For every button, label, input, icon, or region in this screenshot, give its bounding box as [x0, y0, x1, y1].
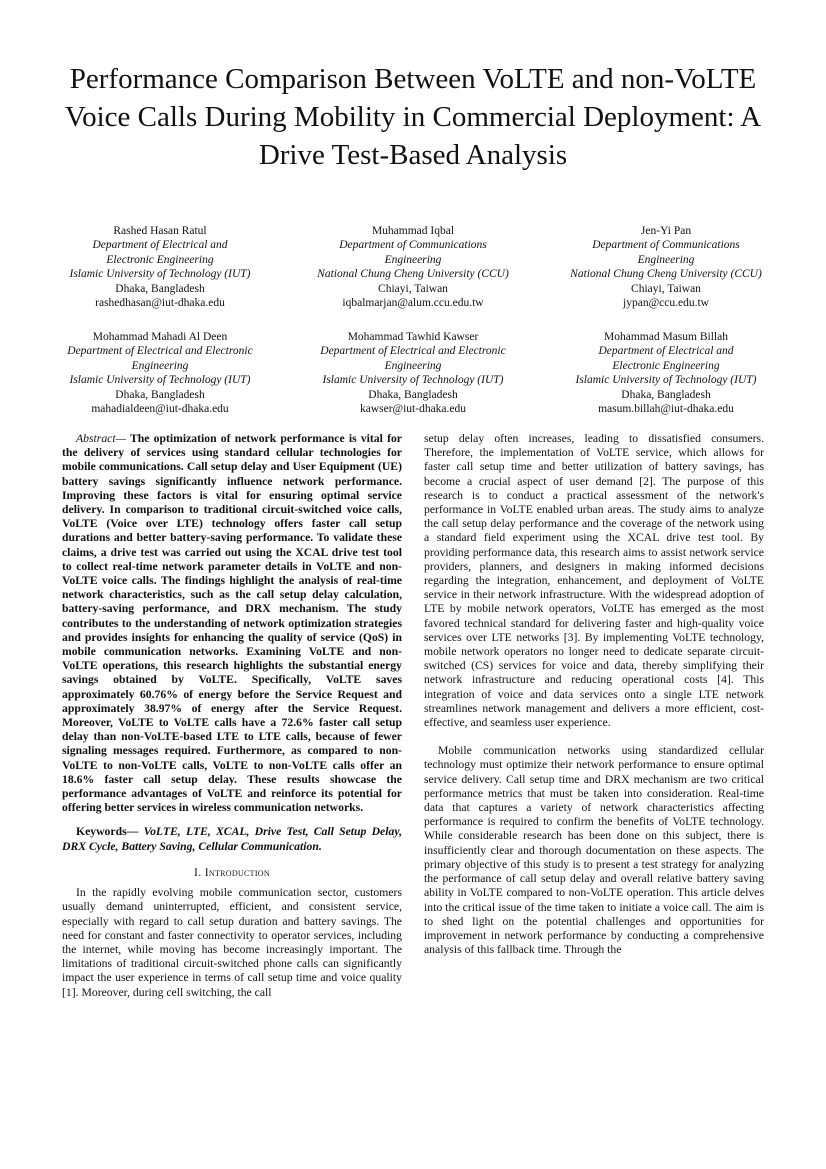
- abstract: [62, 432, 402, 815]
- author-name: Jen-Yi Pan: [640, 225, 692, 237]
- author-department: Department of Electrical and Electronic Engineering: [320, 345, 506, 372]
- author-card: [546, 224, 786, 310]
- author-location: Chiayi, Taiwan: [631, 282, 701, 295]
- author-institution: Islamic University of Technology (IUT): [69, 374, 251, 387]
- author-name: Muhammad Iqbal: [371, 225, 455, 237]
- author-email: kawser@iut-dhaka.edu: [359, 403, 467, 416]
- body-paragraph-continued: setup delay often increases, leading to dissatisfied consumers. Therefore, the implementation of VoLTE service, which allows for faster call setup time and better utilization of battery savings, has become a crucial aspect of user demand [2]. The purpose of this research is to conduct a practical assessment of the network's performance in VoLTE enabled urban areas. The study aims to analyze the call setup delay performance and the coverage of the network using a standard field experiment using the XCAL drive test tool. By providing performance data, this research aims to assist network service providers, planners, and designers in making informed decisions regarding the integration, enhancement, and deployment of VoLTE service in their network infrastructure. With the widespread adoption of LTE by mobile network operators, VoLTE has emerged as the most favored technical standard for delivering faster and high-quality voice services over LTE networks [3]. By implementing VoLTE technology, mobile network operators no longer need to dedicate separate circuit-switched (CS) services for voice and data, thereby simplifying their network infrastructure and reducing operational costs [4]. This integration of voice and data services onto a single LTE network streamlines network management and delivers a more efficient, cost-effective, and seamless user experience.: [424, 432, 764, 730]
- keywords: [62, 825, 402, 853]
- author-card: [40, 224, 280, 310]
- author-location: Dhaka, Bangladesh: [368, 388, 458, 401]
- author-name: Rashed Hasan Ratul: [113, 225, 207, 237]
- author-institution: National Chung Cheng University (CCU): [317, 268, 509, 281]
- author-email: mahadialdeen@iut-dhaka.edu: [91, 403, 229, 416]
- left-column: [62, 432, 402, 1000]
- author-name: Mohammad Masum Billah: [604, 331, 728, 343]
- author-email: jypan@ccu.edu.tw: [623, 297, 709, 310]
- author-name: Mohammad Tawhid Kawser: [347, 331, 479, 343]
- author-department: Department of Electrical and Electronic Engineering: [598, 345, 734, 372]
- body-paragraph-2: Mobile communication networks using standardized cellular technology must optimize their network performance to ensure optimal service delivery. Call setup time and DRX mechanism are two critical performance metrics that must be taken into consideration. Real-time data that captures a variety of network characteristics affecting performance is required to confirm the benefits of VoLTE technology. While considerable research has been done on this subject, there is insufficiently clear and thorough documentation on these aspects. The primary objective of this study is to present a test strategy for analyzing the performance of call setup delay and overall relative battery saving ability in VoLTE compared to non-VoLTE operation. This article delves into the critical issue of the time taken to initiate a voice call. The aim is to shed light on the potential challenges and opportunities for improvement in network performance by conducting a comprehensive analysis of this fallback time. Through the: [424, 744, 764, 957]
- author-card: [546, 330, 786, 416]
- author-card: [293, 330, 533, 416]
- keywords-text: VoLTE, LTE, XCAL, Drive Test, Call Setup Delay, DRX Cycle, Battery Saving, Cellular Communication.: [62, 825, 403, 853]
- right-column: [424, 432, 764, 957]
- author-email: rashedhasan@iut-dhaka.edu: [95, 297, 225, 310]
- author-name: Mohammad Mahadi Al Deen: [92, 331, 228, 343]
- author-department: Department of Communications Engineering: [339, 239, 487, 266]
- author-institution: National Chung Cheng University (CCU): [570, 268, 762, 281]
- author-card: [293, 224, 533, 310]
- author-department: Department of Electrical and Electronic Engineering: [67, 345, 253, 372]
- author-institution: Islamic University of Technology (IUT): [322, 374, 504, 387]
- author-location: Dhaka, Bangladesh: [115, 282, 205, 295]
- author-location: Dhaka, Bangladesh: [621, 388, 711, 401]
- abstract-text: The optimization of network performance is vital for the delivery of services using standard cellular technologies for mobile communications. Call setup delay and User Equipment (UE) battery savings significantly influence network performance. Improving these factors is vital for ensuring optimal service delivery. In comparison to traditional circuit-switched voice calls, VoLTE (Voice over LTE) technology offers faster call setup durations and better battery-saving performance. To validate these claims, a drive test was carried out using the XCAL drive test tool to collect real-time network parameter details in VoLTE and non-VoLTE voice calls. The findings highlight the analysis of real-time network characteristics, such as the call setup delay calculation, battery-saving performance, and DRX mechanism. The study contributes to the understanding of network optimization strategies and provides insights for enhancing the quality of service (QoS) in mobile communication networks. Examining VoLTE and non-VoLTE operations, this research highlights the substantial energy savings obtained by VoLTE. Specifically, VoLTE saves approximately 60.76% of energy before the Service Request and approximately 38.97% of energy after the Service Request. Moreover, VoLTE to VoLTE calls have a 72.6% faster call setup delay than non-VoLTE-based LTE to LTE calls, because of fewer signaling messages required. Furthermore, as compared to non-VoLTE to non-VoLTE calls, VoLTE to non-VoLTE calls offer an 18.6% faster call setup delay. These results showcase the performance advantages of VoLTE and reinforce its potential for offering better services in wireless communication networks.: [62, 432, 402, 815]
- paper-title: Performance Comparison Between VoLTE and non-VoLTE Voice Calls During Mobility in Commercial Deployment: A Drive Test-Based Analysis: [64, 63, 762, 171]
- author-institution: Islamic University of Technology (IUT): [575, 374, 757, 387]
- author-department: Department of Communications Engineering: [592, 239, 740, 266]
- author-location: Chiayi, Taiwan: [378, 282, 448, 295]
- intro-paragraph-1: In the rapidly evolving mobile communication sector, customers usually demand uninterrupted, efficient, and consistent service, especially with regard to call setup duration and battery savings. The need for constant and faster connectivity to operator services, including the internet, while moving has become increasingly important. The limitations of traditional circuit-switched phone calls can significantly impact the user experience in terms of call setup time and voice quality [1]. Moreover, during cell switching, the call: [62, 886, 402, 999]
- abstract-label: Abstract—: [76, 432, 126, 445]
- author-email: iqbalmarjan@alum.ccu.edu.tw: [342, 297, 484, 310]
- section-numeral: I.: [194, 865, 202, 879]
- author-email: masum.billah@iut-dhaka.edu: [598, 403, 734, 416]
- author-institution: Islamic University of Technology (IUT): [69, 268, 251, 281]
- author-location: Dhaka, Bangladesh: [115, 388, 205, 401]
- section-heading: [62, 866, 402, 880]
- author-card: [40, 330, 280, 416]
- author-department: Department of Electrical and Electronic Engineering: [92, 239, 228, 266]
- section-title: Introduction: [204, 865, 270, 879]
- keywords-label: Keywords—: [76, 825, 139, 839]
